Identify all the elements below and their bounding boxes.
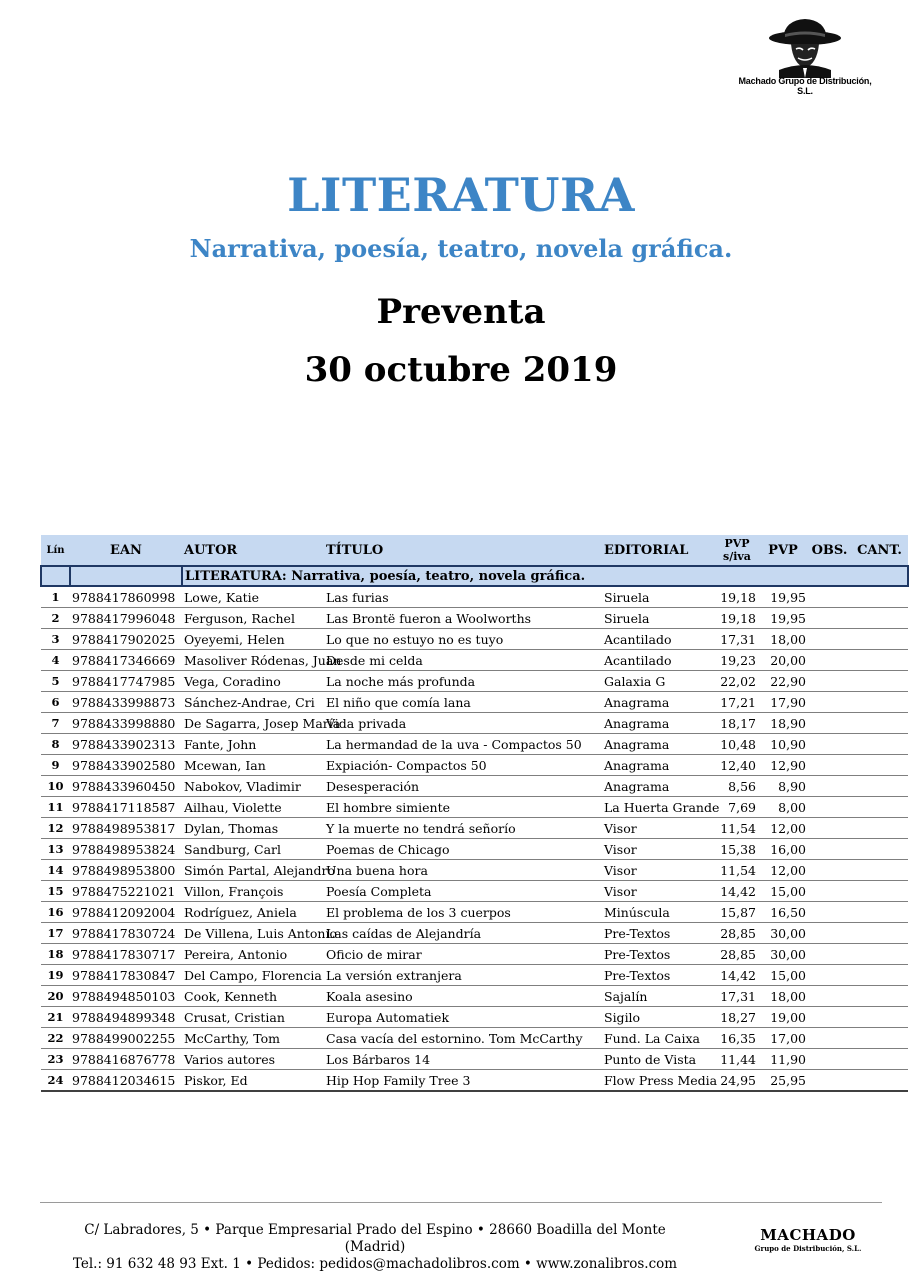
row-ean: 9788433902313 <box>70 734 182 755</box>
row-ean: 9788433960450 <box>70 776 182 797</box>
row-titulo: Las Brontë fueron a Woolworths <box>324 608 602 629</box>
row-titulo: Poesía Completa <box>324 881 602 902</box>
row-editorial: Siruela <box>602 608 716 629</box>
row-lin: 20 <box>41 986 70 1007</box>
table-row <box>41 965 908 986</box>
row-lin: 23 <box>41 1049 70 1070</box>
row-cant[interactable] <box>851 944 908 965</box>
row-autor: Villon, François <box>182 881 324 902</box>
table-row <box>41 692 908 713</box>
row-ean: 9788412092004 <box>70 902 182 923</box>
row-obs[interactable] <box>808 713 851 734</box>
row-pvp-siva: 12,40 <box>716 755 758 776</box>
row-obs[interactable] <box>808 1049 851 1070</box>
row-autor: Ailhau, Violette <box>182 797 324 818</box>
row-titulo: Expiación- Compactos 50 <box>324 755 602 776</box>
row-pvp-siva: 11,44 <box>716 1049 758 1070</box>
header-pvp-siva-line2: s/iva <box>723 550 751 563</box>
row-lin: 10 <box>41 776 70 797</box>
row-titulo: Las caídas de Alejandría <box>324 923 602 944</box>
row-cant[interactable] <box>851 902 908 923</box>
header-autor: AUTOR <box>182 535 324 566</box>
row-ean: 9788412034615 <box>70 1070 182 1092</box>
date-heading: 30 octubre 2019 <box>304 350 618 390</box>
row-ean: 9788416876778 <box>70 1049 182 1070</box>
row-pvp-siva: 15,87 <box>716 902 758 923</box>
row-pvp: 8,90 <box>758 776 808 797</box>
row-titulo: El niño que comía lana <box>324 692 602 713</box>
row-titulo: Oficio de mirar <box>324 944 602 965</box>
row-lin: 5 <box>41 671 70 692</box>
row-pvp: 15,00 <box>758 965 808 986</box>
row-obs[interactable] <box>808 776 851 797</box>
row-pvp-siva: 17,31 <box>716 986 758 1007</box>
row-obs[interactable] <box>808 965 851 986</box>
row-lin: 15 <box>41 881 70 902</box>
table-row <box>41 671 908 692</box>
row-titulo: Lo que no estuyo no es tuyo <box>324 629 602 650</box>
row-titulo: Desesperación <box>324 776 602 797</box>
row-editorial: Anagrama <box>602 734 716 755</box>
header-cant: CANT. <box>851 535 908 566</box>
row-autor: Del Campo, Florencia <box>182 965 324 986</box>
row-titulo: La noche más profunda <box>324 671 602 692</box>
row-autor: Simón Partal, Alejandro <box>182 860 324 881</box>
row-obs[interactable] <box>808 839 851 860</box>
row-titulo: Casa vacía del estornino. Tom McCarthy <box>324 1028 602 1049</box>
row-titulo: Las furias <box>324 586 602 608</box>
row-autor: Sánchez-Andrae, Cri <box>182 692 324 713</box>
row-pvp-siva: 18,27 <box>716 1007 758 1028</box>
row-titulo: Vida privada <box>324 713 602 734</box>
row-pvp-siva: 11,54 <box>716 860 758 881</box>
header-ean: EAN <box>70 535 182 566</box>
row-ean: 9788417747985 <box>70 671 182 692</box>
row-titulo: La hermandad de la uva - Compactos 50 <box>324 734 602 755</box>
row-editorial: Flow Press Media <box>602 1070 716 1092</box>
row-lin: 13 <box>41 839 70 860</box>
table-row <box>41 881 908 902</box>
row-autor: Pereira, Antonio <box>182 944 324 965</box>
footer-divider <box>40 1202 882 1203</box>
table-row <box>41 755 908 776</box>
row-pvp-siva: 24,95 <box>716 1070 758 1092</box>
row-editorial: Anagrama <box>602 755 716 776</box>
header-titulo: TÍTULO <box>324 535 602 566</box>
row-editorial: Anagrama <box>602 776 716 797</box>
row-obs[interactable] <box>808 671 851 692</box>
row-pvp: 12,00 <box>758 860 808 881</box>
row-lin: 7 <box>41 713 70 734</box>
row-obs[interactable] <box>808 902 851 923</box>
row-editorial: Siruela <box>602 586 716 608</box>
row-lin: 8 <box>41 734 70 755</box>
table-row <box>41 1028 908 1049</box>
footer-address: C/ Labradores, 5 • Parque Empresarial Prado del Espino • 28660 Boadilla del Monte (Madrid) <box>84 1222 666 1255</box>
row-pvp-siva: 16,35 <box>716 1028 758 1049</box>
table-row <box>41 923 908 944</box>
row-obs[interactable] <box>808 1028 851 1049</box>
row-editorial: Acantilado <box>602 629 716 650</box>
row-lin: 14 <box>41 860 70 881</box>
row-lin: 17 <box>41 923 70 944</box>
table-row <box>41 734 908 755</box>
row-ean: 9788417830717 <box>70 944 182 965</box>
header-pvp-siva <box>716 535 758 566</box>
row-pvp: 19,95 <box>758 586 808 608</box>
row-titulo: Desde mi celda <box>324 650 602 671</box>
header-pvp: PVP <box>758 535 808 566</box>
row-ean: 9788417902025 <box>70 629 182 650</box>
row-autor: De Villena, Luis Antonio <box>182 923 324 944</box>
header-pvp-siva-line1: PVP <box>724 537 750 550</box>
row-titulo: El problema de los 3 cuerpos <box>324 902 602 923</box>
hat-man-icon <box>765 16 845 78</box>
header-editorial: EDITORIAL <box>602 535 716 566</box>
row-titulo: Poemas de Chicago <box>324 839 602 860</box>
row-pvp-siva: 14,42 <box>716 965 758 986</box>
footer-brand-name: MACHADO <box>760 1226 856 1244</box>
row-pvp-siva: 28,85 <box>716 923 758 944</box>
footer-brand-sub: Grupo de Distribución, S.L. <box>754 1244 862 1253</box>
row-obs[interactable] <box>808 650 851 671</box>
row-obs[interactable] <box>808 860 851 881</box>
row-pvp-siva: 22,02 <box>716 671 758 692</box>
table-row <box>41 586 908 608</box>
row-ean: 9788417830724 <box>70 923 182 944</box>
row-obs[interactable] <box>808 1007 851 1028</box>
row-cant[interactable] <box>851 629 908 650</box>
row-autor: Nabokov, Vladimir <box>182 776 324 797</box>
row-cant[interactable] <box>851 671 908 692</box>
row-ean: 9788433998873 <box>70 692 182 713</box>
row-pvp-siva: 8,56 <box>716 776 758 797</box>
row-ean: 9788417346669 <box>70 650 182 671</box>
row-editorial: Pre-Textos <box>602 965 716 986</box>
row-cant[interactable] <box>851 881 908 902</box>
preventa-heading: Preventa <box>376 292 546 332</box>
table-row <box>41 797 908 818</box>
row-pvp: 18,90 <box>758 713 808 734</box>
table-row <box>41 818 908 839</box>
row-cant[interactable] <box>851 586 908 608</box>
catalog-table <box>40 535 909 1092</box>
row-editorial: Visor <box>602 881 716 902</box>
row-pvp: 15,00 <box>758 881 808 902</box>
row-obs[interactable] <box>808 692 851 713</box>
row-obs[interactable] <box>808 1070 851 1092</box>
row-pvp: 20,00 <box>758 650 808 671</box>
row-cant[interactable] <box>851 965 908 986</box>
row-autor: Dylan, Thomas <box>182 818 324 839</box>
row-pvp-siva: 11,54 <box>716 818 758 839</box>
row-cant[interactable] <box>851 1028 908 1049</box>
row-cant[interactable] <box>851 986 908 1007</box>
row-ean: 9788498953824 <box>70 839 182 860</box>
row-pvp-siva: 19,18 <box>716 608 758 629</box>
row-editorial: Anagrama <box>602 692 716 713</box>
row-autor: McCarthy, Tom <box>182 1028 324 1049</box>
row-pvp: 19,95 <box>758 608 808 629</box>
row-editorial: Pre-Textos <box>602 923 716 944</box>
row-titulo: Los Bárbaros 14 <box>324 1049 602 1070</box>
row-pvp: 19,00 <box>758 1007 808 1028</box>
row-obs[interactable] <box>808 923 851 944</box>
row-pvp: 16,50 <box>758 902 808 923</box>
row-ean: 9788433902580 <box>70 755 182 776</box>
row-pvp-siva: 17,21 <box>716 692 758 713</box>
row-autor: Mcewan, Ian <box>182 755 324 776</box>
row-cant[interactable] <box>851 713 908 734</box>
table-row <box>41 713 908 734</box>
table-row <box>41 650 908 671</box>
table-row <box>41 860 908 881</box>
page-subtitle: Narrativa, poesía, teatro, novela gráfica. <box>189 234 733 263</box>
table-row <box>41 1070 908 1092</box>
table-row <box>41 944 908 965</box>
row-pvp-siva: 17,31 <box>716 629 758 650</box>
row-editorial: Acantilado <box>602 650 716 671</box>
row-ean: 9788494899348 <box>70 1007 182 1028</box>
row-ean: 9788417118587 <box>70 797 182 818</box>
row-cant[interactable] <box>851 692 908 713</box>
row-lin: 19 <box>41 965 70 986</box>
row-cant[interactable] <box>851 776 908 797</box>
row-obs[interactable] <box>808 818 851 839</box>
row-lin: 24 <box>41 1070 70 1092</box>
row-obs[interactable] <box>808 608 851 629</box>
row-obs[interactable] <box>808 734 851 755</box>
row-cant[interactable] <box>851 818 908 839</box>
row-lin: 11 <box>41 797 70 818</box>
row-editorial: Visor <box>602 860 716 881</box>
table-header-row <box>41 535 908 566</box>
row-titulo: Y la muerte no tendrá señorío <box>324 818 602 839</box>
row-autor: Piskor, Ed <box>182 1070 324 1092</box>
row-lin: 16 <box>41 902 70 923</box>
row-autor: Crusat, Cristian <box>182 1007 324 1028</box>
table-row <box>41 986 908 1007</box>
row-lin: 2 <box>41 608 70 629</box>
row-ean: 9788475221021 <box>70 881 182 902</box>
row-cant[interactable] <box>851 1007 908 1028</box>
row-pvp: 10,90 <box>758 734 808 755</box>
row-autor: Oyeyemi, Helen <box>182 629 324 650</box>
row-ean: 9788498953817 <box>70 818 182 839</box>
row-cant[interactable] <box>851 1049 908 1070</box>
row-cant[interactable] <box>851 923 908 944</box>
row-pvp: 25,95 <box>758 1070 808 1092</box>
table-row <box>41 1049 908 1070</box>
row-editorial: Galaxia G <box>602 671 716 692</box>
row-lin: 18 <box>41 944 70 965</box>
row-autor: De Sagarra, Josep María <box>182 713 324 734</box>
row-pvp-siva: 28,85 <box>716 944 758 965</box>
row-cant[interactable] <box>851 608 908 629</box>
page-title: LITERATURA <box>287 168 635 222</box>
row-pvp-siva: 18,17 <box>716 713 758 734</box>
table-row <box>41 629 908 650</box>
row-pvp: 8,00 <box>758 797 808 818</box>
section-spacer <box>41 566 70 586</box>
row-cant[interactable] <box>851 650 908 671</box>
row-pvp-siva: 19,18 <box>716 586 758 608</box>
section-label: LITERATURA: Narrativa, poesía, teatro, novela gráfica. <box>182 566 908 586</box>
table-row <box>41 608 908 629</box>
footer-brand <box>752 1226 864 1253</box>
row-editorial: Pre-Textos <box>602 944 716 965</box>
row-lin: 12 <box>41 818 70 839</box>
row-obs[interactable] <box>808 629 851 650</box>
row-cant[interactable] <box>851 734 908 755</box>
row-pvp: 11,90 <box>758 1049 808 1070</box>
row-pvp: 30,00 <box>758 923 808 944</box>
row-pvp: 17,90 <box>758 692 808 713</box>
row-cant[interactable] <box>851 755 908 776</box>
row-editorial: Minúscula <box>602 902 716 923</box>
row-pvp: 12,90 <box>758 755 808 776</box>
row-cant[interactable] <box>851 1070 908 1092</box>
row-obs[interactable] <box>808 944 851 965</box>
row-pvp: 22,90 <box>758 671 808 692</box>
row-lin: 1 <box>41 586 70 608</box>
row-autor: Cook, Kenneth <box>182 986 324 1007</box>
section-spacer <box>70 566 182 586</box>
row-titulo: Hip Hop Family Tree 3 <box>324 1070 602 1092</box>
row-lin: 6 <box>41 692 70 713</box>
table-row <box>41 1007 908 1028</box>
row-editorial: Visor <box>602 839 716 860</box>
table-row <box>41 776 908 797</box>
row-cant[interactable] <box>851 860 908 881</box>
row-pvp: 18,00 <box>758 986 808 1007</box>
row-pvp-siva: 15,38 <box>716 839 758 860</box>
row-cant[interactable] <box>851 797 908 818</box>
row-editorial: Punto de Vista <box>602 1049 716 1070</box>
row-obs[interactable] <box>808 986 851 1007</box>
row-ean: 9788498953800 <box>70 860 182 881</box>
row-pvp: 17,00 <box>758 1028 808 1049</box>
row-autor: Vega, Coradino <box>182 671 324 692</box>
company-logo <box>732 16 878 96</box>
logo-text: Machado Grupo de Distribución, S.L. <box>738 76 872 96</box>
table-row <box>41 839 908 860</box>
row-ean: 9788499002255 <box>70 1028 182 1049</box>
row-pvp: 18,00 <box>758 629 808 650</box>
row-editorial: Sigilo <box>602 1007 716 1028</box>
row-lin: 4 <box>41 650 70 671</box>
row-obs[interactable] <box>808 881 851 902</box>
header-obs: OBS. <box>808 535 851 566</box>
row-ean: 9788433998880 <box>70 713 182 734</box>
row-pvp-siva: 10,48 <box>716 734 758 755</box>
row-titulo: El hombre simiente <box>324 797 602 818</box>
row-pvp-siva: 19,23 <box>716 650 758 671</box>
row-lin: 22 <box>41 1028 70 1049</box>
row-editorial: Sajalín <box>602 986 716 1007</box>
section-row <box>41 566 908 586</box>
row-editorial: La Huerta Grande <box>602 797 716 818</box>
row-lin: 3 <box>41 629 70 650</box>
row-cant[interactable] <box>851 839 908 860</box>
row-titulo: Europa Automatiek <box>324 1007 602 1028</box>
row-ean: 9788494850103 <box>70 986 182 1007</box>
row-autor: Rodríguez, Aniela <box>182 902 324 923</box>
row-pvp: 16,00 <box>758 839 808 860</box>
table-row <box>41 902 908 923</box>
row-obs[interactable] <box>808 755 851 776</box>
row-titulo: La versión extranjera <box>324 965 602 986</box>
row-obs[interactable] <box>808 586 851 608</box>
footer-contact: Tel.: 91 632 48 93 Ext. 1 • Pedidos: pedidos@machadolibros.com • www.zonalibros.com <box>72 1256 678 1272</box>
row-pvp-siva: 14,42 <box>716 881 758 902</box>
row-pvp-siva: 7,69 <box>716 797 758 818</box>
footer-address-block <box>60 1222 690 1273</box>
row-autor: Lowe, Katie <box>182 586 324 608</box>
header-lin: Lín <box>41 535 70 566</box>
row-pvp: 12,00 <box>758 818 808 839</box>
row-autor: Varios autores <box>182 1049 324 1070</box>
row-autor: Ferguson, Rachel <box>182 608 324 629</box>
row-editorial: Visor <box>602 818 716 839</box>
row-autor: Sandburg, Carl <box>182 839 324 860</box>
row-titulo: Koala asesino <box>324 986 602 1007</box>
row-obs[interactable] <box>808 797 851 818</box>
row-editorial: Fund. La Caixa <box>602 1028 716 1049</box>
row-ean: 9788417830847 <box>70 965 182 986</box>
row-pvp: 30,00 <box>758 944 808 965</box>
row-titulo: Una buena hora <box>324 860 602 881</box>
row-ean: 9788417996048 <box>70 608 182 629</box>
row-autor: Masoliver Ródenas, Juan <box>182 650 324 671</box>
row-editorial: Anagrama <box>602 713 716 734</box>
row-lin: 9 <box>41 755 70 776</box>
row-autor: Fante, John <box>182 734 324 755</box>
row-ean: 9788417860998 <box>70 586 182 608</box>
row-lin: 21 <box>41 1007 70 1028</box>
